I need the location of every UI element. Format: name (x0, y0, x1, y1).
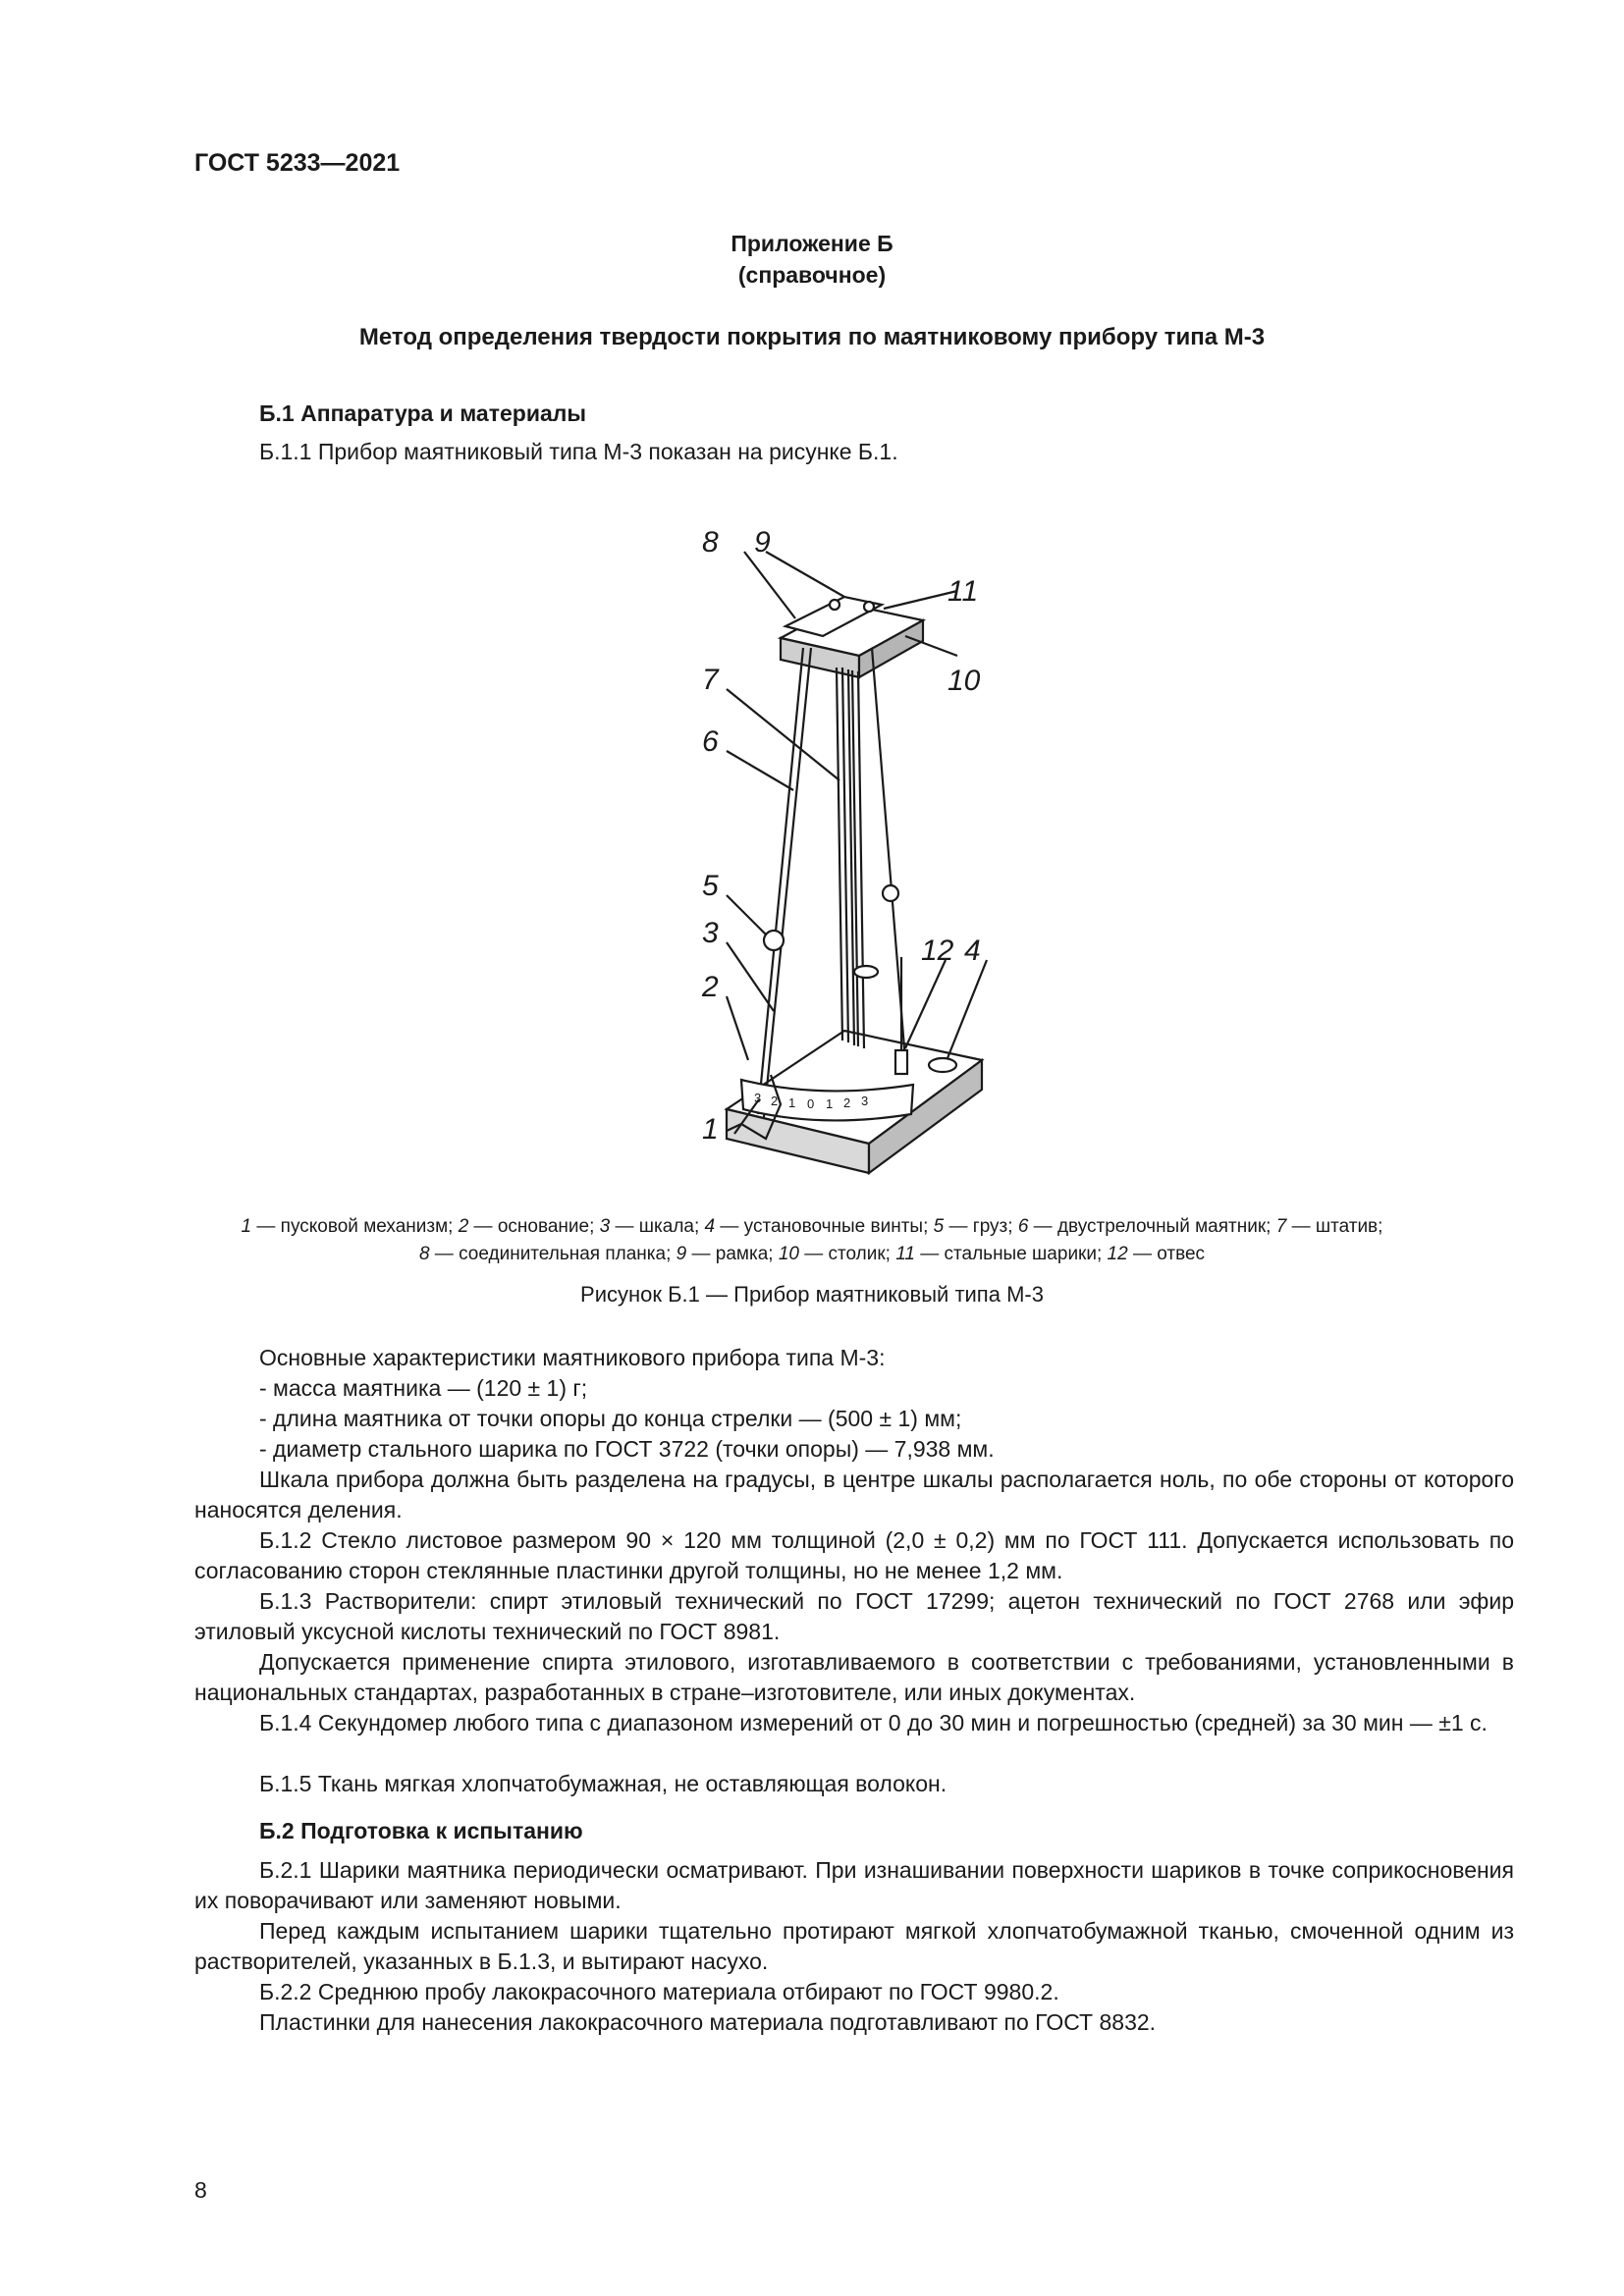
callout-number: 6 (702, 725, 719, 758)
steel-ball (830, 600, 839, 610)
callout-number: 11 (947, 575, 979, 608)
method-title: Метод определения твердости покрытия по маятниковому прибору типа М-3 (358, 324, 1266, 350)
legend-num: 3 (599, 1216, 611, 1237)
legend-num: 6 (1017, 1216, 1029, 1237)
paragraph-b12: Б.1.2 Стекло листовое размером 90 × 120 мм толщиной (2,0 ± 0,2) мм по ГОСТ 111. Допускается использовать по согласованию сторон стеклянные пластинки другой толщины, но не менее 1,2 мм. (194, 1527, 1514, 1583)
legend-text: — рамка; (686, 1244, 779, 1264)
characteristic-item: - масса маятника — (120 ± 1) г; (259, 1375, 588, 1401)
plumb-bob (895, 1050, 907, 1074)
legend-num: 4 (704, 1216, 716, 1237)
callout-number: 3 (702, 917, 719, 949)
figure-legend (0, 1213, 1624, 1268)
paragraph-b13: Б.1.3 Растворители: спирт этиловый технический по ГОСТ 17299; ацетон технический по ГОСТ 2768 или эфир этиловый уксусной кислоты технический по ГОСТ 8981. (194, 1588, 1514, 1644)
scale-mark: 1 (788, 1095, 796, 1110)
legend-text: — установочные винты; (715, 1216, 934, 1237)
legend-text: — отвес (1127, 1244, 1206, 1264)
legend-text: — штатив; (1286, 1216, 1383, 1237)
paragraph-b11: Б.1.1 Прибор маятниковый типа М-3 показан на рисунке Б.1. (259, 439, 898, 464)
legend-num: 11 (895, 1244, 915, 1264)
characteristics-intro: Основные характеристики маятникового прибора типа М-3: (259, 1345, 886, 1370)
legend-text: — груз; (944, 1216, 1018, 1237)
legend-text: — основание; (468, 1216, 600, 1237)
paragraph-b21: Б.2.1 Шарики маятника периодически осматривают. При изнашивании поверхности шариков в точке соприкосновения их поворачивают или заменяют новыми. (194, 1857, 1514, 1913)
scale-mark: 2 (843, 1095, 851, 1110)
characteristic-item: - диаметр стального шарика по ГОСТ 3722 (точки опоры) — 7,938 мм. (259, 1436, 995, 1462)
section-b1-heading: Б.1 Аппаратура и материалы (259, 400, 587, 426)
legend-text: — двустрелочный маятник; (1028, 1216, 1276, 1237)
legend-num: 8 (418, 1244, 430, 1264)
appendix-type: (справочное) (737, 262, 887, 288)
paragraph-b15: Б.1.5 Ткань мягкая хлопчатобумажная, не оставляющая волокон. (259, 1771, 947, 1796)
legend-text: — стальные шарики; (914, 1244, 1108, 1264)
leveling-screw (929, 1058, 956, 1072)
legend-text: — шкала; (610, 1216, 705, 1237)
callout-number: 9 (754, 526, 771, 559)
paragraph-b22: Б.2.2 Среднюю пробу лакокрасочного материала отбирают по ГОСТ 9980.2. (259, 1979, 1059, 2004)
characteristic-item: - длина маятника от точки опоры до конца стрелки — (500 ± 1) мм; (259, 1406, 962, 1431)
legend-num: 5 (933, 1216, 945, 1237)
legend-num: 1 (241, 1216, 252, 1237)
stand-rod-right (858, 671, 864, 1048)
callout-number: 10 (947, 665, 981, 697)
scale-note: Шкала прибора должна быть разделена на градусы, в центре шкалы располагается ноль, по обе стороны от которого наносятся деления. (194, 1467, 1514, 1522)
callout-number: 12 (921, 934, 954, 967)
pendulum-device-figure (648, 510, 1001, 1188)
legend-line-2 (0, 1241, 1624, 1268)
paragraph-b22-note: Пластинки для нанесения лакокрасочного материала подготавливают по ГОСТ 8832. (259, 2009, 1157, 2035)
legend-text: — пусковой механизм; (251, 1216, 459, 1237)
paragraph-b21-note: Перед каждым испытанием шарики тщательно протирают мягкой хлопчатобумажной тканью, смоченной одним из растворителей, указанных в Б.1.3, и вытирают насухо. (194, 1918, 1514, 1974)
paragraph-b14: Б.1.4 Секундомер любого типа с диапазоном измерений от 0 до 30 мин и погрешностью (средней) за 30 мин — ±1 с. (259, 1710, 1488, 1735)
scale-mark: 3 (754, 1091, 762, 1105)
callout-number: 7 (702, 664, 719, 696)
document-header: ГОСТ 5233—2021 (194, 149, 401, 177)
legend-text: — столик; (798, 1244, 896, 1264)
pendulum-arrow-left (758, 648, 803, 1114)
legend-num: 12 (1107, 1244, 1128, 1264)
callout-number: 1 (702, 1113, 719, 1146)
scale-mark: 1 (826, 1096, 834, 1111)
appendix-title (0, 228, 1624, 291)
figure-caption: Рисунок Б.1 — Прибор маятниковый типа М-3 (580, 1282, 1044, 1307)
legend-text: — соединительная планка; (429, 1244, 677, 1264)
page-number: 8 (194, 2177, 207, 2203)
callout-number: 2 (702, 971, 719, 1003)
section-b2-heading: Б.2 Подготовка к испытанию (259, 1818, 583, 1843)
legend-num: 2 (458, 1216, 469, 1237)
legend-num: 10 (778, 1244, 799, 1264)
paragraph-b13-note: Допускается применение спирта этилового, изготавливаемого в соответствии с требованиями, установленными в национальных стандартах, разработанных в стране–изготовителе, или иных документах. (194, 1649, 1514, 1705)
callout-number: 5 (702, 870, 719, 902)
appendix-label: Приложение Б (731, 231, 893, 256)
legend-line-1 (0, 1213, 1624, 1241)
callout-number: 4 (964, 934, 981, 967)
weight-right (883, 885, 898, 901)
scale-mark: 3 (861, 1094, 869, 1108)
callout-number: 8 (702, 526, 719, 559)
scale-mark: 2 (771, 1094, 779, 1108)
scale-mark: 0 (807, 1096, 815, 1111)
stand-rod-left (837, 667, 842, 1041)
legend-num: 9 (676, 1244, 687, 1264)
weight-left (764, 931, 784, 950)
legend-num: 7 (1275, 1216, 1287, 1237)
